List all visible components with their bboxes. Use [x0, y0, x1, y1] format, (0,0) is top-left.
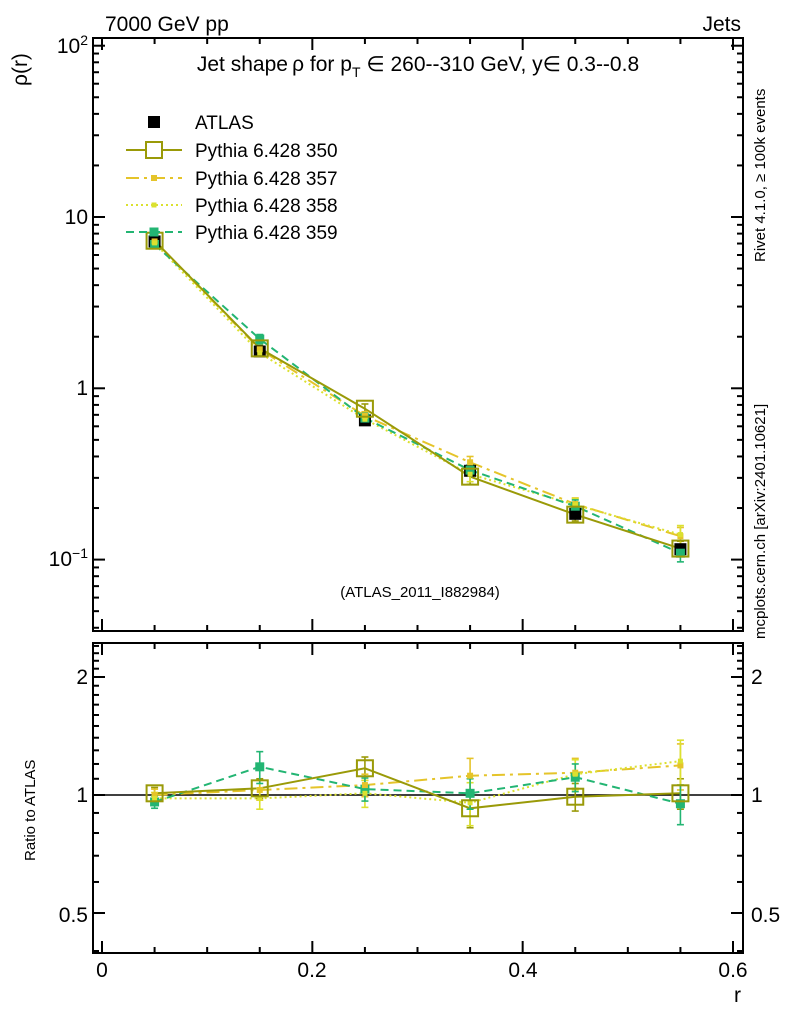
series-py359-ratio-line [155, 767, 681, 804]
series-errorbars [151, 239, 684, 828]
series-py350-main-line [155, 241, 681, 549]
watermark: (ATLAS_2011_I882984) [340, 584, 500, 601]
xtick-04: 0.4 [508, 959, 538, 982]
axis-ticks [93, 38, 743, 953]
main-ytick-100: $10^2$ [56, 32, 88, 58]
header-right: Jets [702, 13, 741, 36]
main-ytick-10: 10 [64, 206, 88, 229]
legend-label-atlas: ATLAS [195, 113, 254, 134]
legend-label-py350: Pythia 6.428 350 [195, 141, 338, 162]
header-left: 7000 GeV pp [105, 13, 229, 36]
chart-layer [93, 38, 743, 953]
ratio-ytick-05-left: 0.5 [58, 904, 88, 927]
x-axis-label: r [734, 984, 741, 1007]
series-py357-ratio-line [155, 765, 681, 795]
legend-label-py357: Pythia 6.428 357 [195, 169, 338, 190]
ratio-ytick-1-left: 1 [76, 784, 88, 807]
series-py358-main-line [155, 243, 681, 535]
side-note-rivet: Rivet 4.1.0, ≥ 100k events [752, 88, 769, 262]
side-note-mcplots: mcplots.cern.ch [arXiv:2401.10621] [752, 403, 769, 639]
main-ytick-1: 1 [76, 377, 88, 400]
series-py359-main-line [155, 245, 681, 554]
legend-samples [126, 116, 182, 237]
series-lines [155, 241, 681, 809]
ratio-y-axis-label: Ratio to ATLAS [22, 759, 39, 861]
legend-label-py359: Pythia 6.428 359 [195, 223, 338, 244]
frames [93, 38, 743, 953]
ratio-ytick-05-right: 0.5 [751, 904, 781, 927]
series-py357-main-line [155, 241, 681, 536]
xtick-06: 0.6 [718, 959, 748, 982]
series-py350-ratio-line [155, 768, 681, 808]
ratio-ytick-1-right: 1 [751, 784, 763, 807]
main-y-axis-label: ρ(r) [9, 53, 32, 86]
ratio-ytick-2-right: 2 [751, 666, 763, 689]
plot-title: Jet shape ρ for $p_T$ ∈ 260--310 GeV, y∈ 0.3--0.8 [196, 53, 640, 80]
ratio-ytick-2-left: 2 [76, 666, 88, 689]
legend-label-py358: Pythia 6.428 358 [195, 196, 338, 217]
main-ytick-0p1: $10^{-1}$ [48, 545, 88, 571]
xtick-0: 0 [96, 959, 108, 982]
xtick-02: 0.2 [297, 959, 327, 982]
